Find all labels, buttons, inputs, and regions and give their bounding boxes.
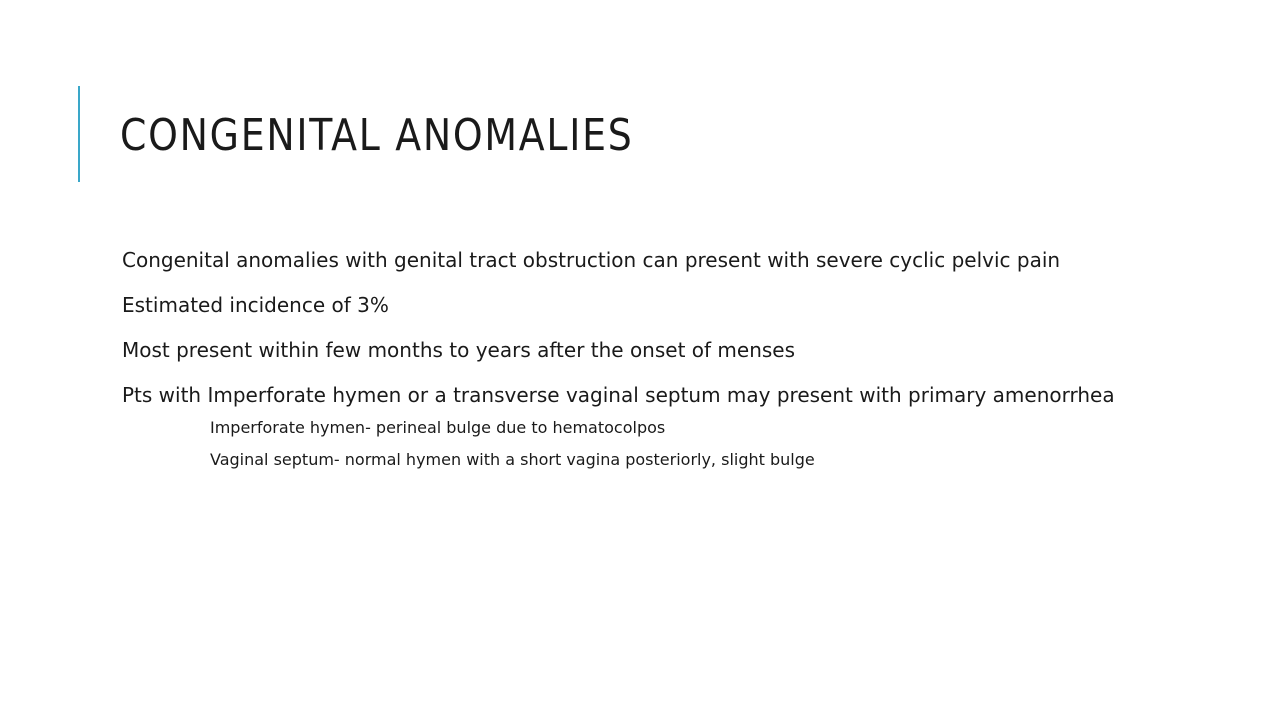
bullet-item: Most present within few months to years after the onset of menses [122,338,796,362]
sub-bullet-item: Vaginal septum- normal hymen with a short vagina posteriorly, slight bulge [210,450,815,469]
slide-title: CONGENITAL ANOMALIES [120,110,634,161]
bullet-item: Estimated incidence of 3% [122,293,389,317]
bullet-item: Congenital anomalies with genital tract obstruction can present with severe cyclic pelvic pain [122,248,1061,272]
sub-bullet-item: Imperforate hymen- perineal bulge due to hematocolpos [210,418,666,437]
title-accent-bar [78,86,80,182]
sub-bullet-list [210,415,1162,473]
bullet-item: Pts with Imperforate hymen or a transverse vaginal septum may present with primary amenorrhea [122,383,1115,407]
slide-content [122,245,1162,479]
